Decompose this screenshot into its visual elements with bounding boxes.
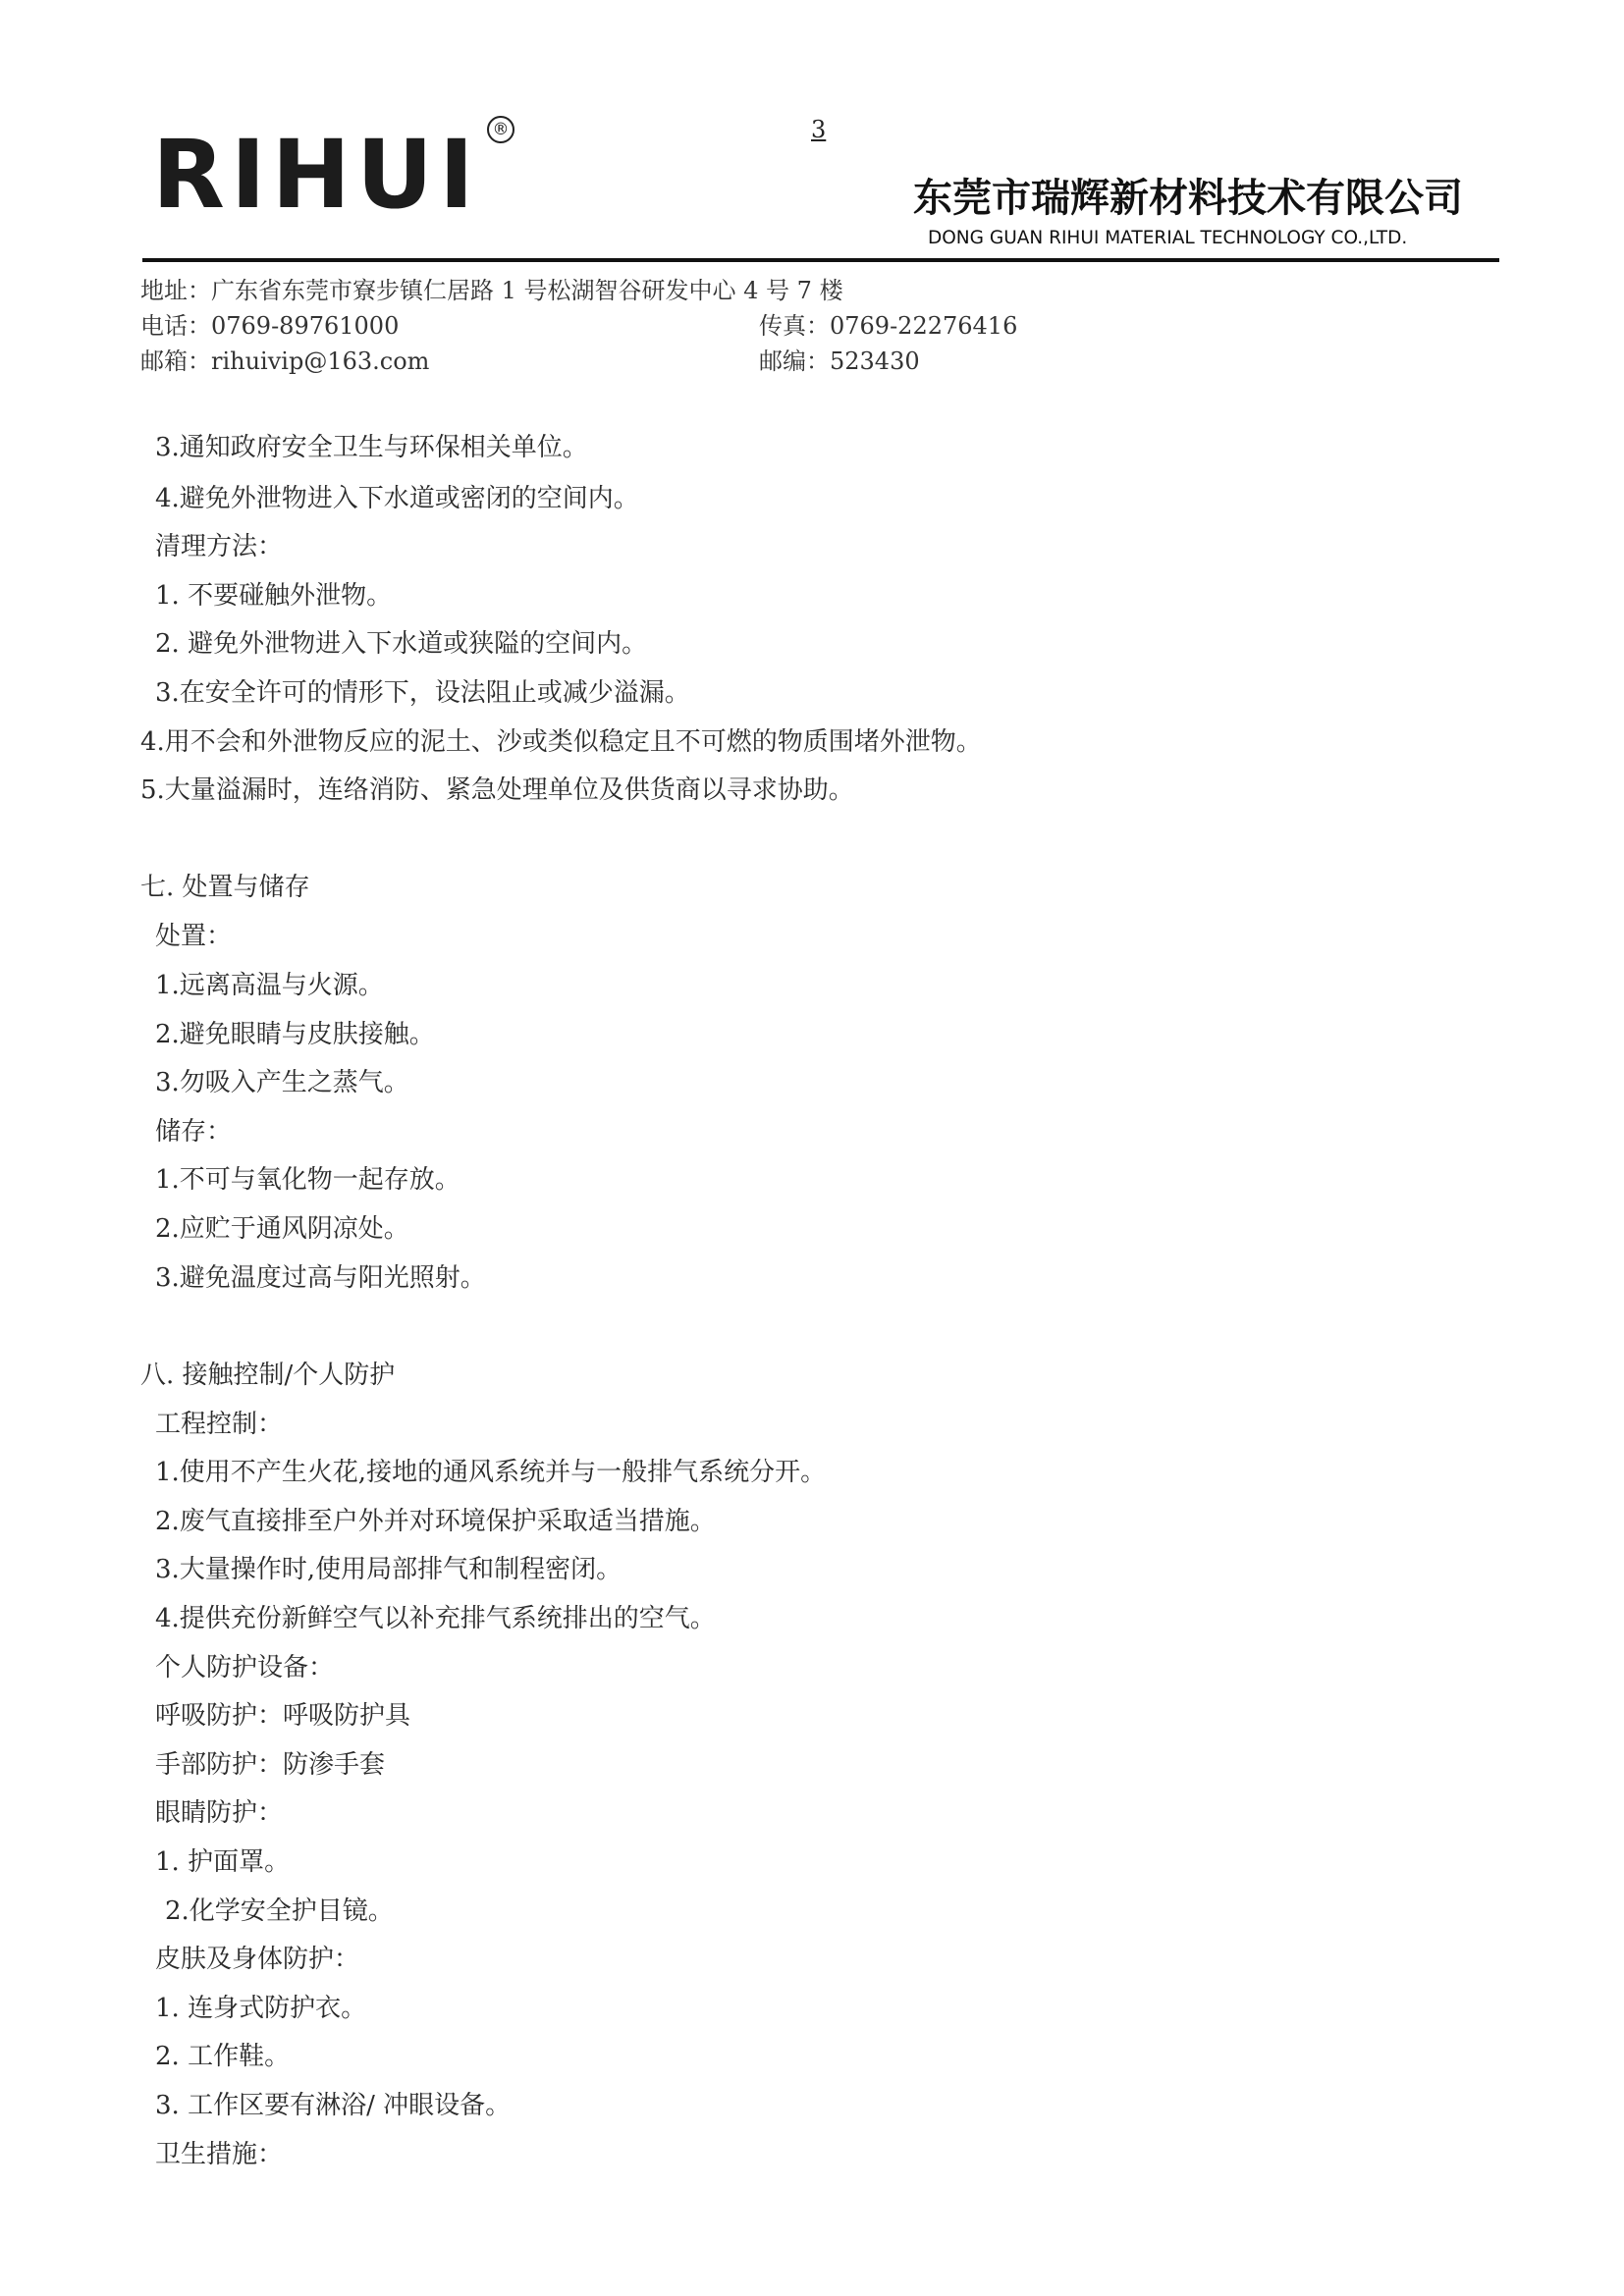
body-line: 3.在安全许可的情形下，设法阻止或减少溢漏。 <box>155 678 690 708</box>
body-line: 2.化学安全护目镜。 <box>165 1896 394 1926</box>
header-divider <box>142 258 1499 262</box>
subheading: 清理方法： <box>155 532 284 561</box>
body-line: 1. 不要碰触外泄物。 <box>155 581 393 611</box>
body-line: 2.避免眼睛与皮肤接触。 <box>155 1020 435 1049</box>
body-line: 4.避免外泄物进入下水道或密闭的空间内。 <box>155 484 639 513</box>
subheading: 储存： <box>155 1117 233 1147</box>
body-line: 1. 护面罩。 <box>155 1847 291 1877</box>
body-line: 3.通知政府安全卫生与环保相关单位。 <box>155 433 588 462</box>
contact-email: 邮箱：rihuivip@163.com <box>140 347 430 375</box>
body-line: 3.大量操作时,使用局部排气和制程密闭。 <box>155 1555 623 1584</box>
page-number: 3 <box>811 116 827 143</box>
registered-mark-icon: ® <box>487 116 514 143</box>
body-line: 手部防护：防渗手套 <box>155 1750 386 1780</box>
body-line: 2.废气直接排至户外并对环境保护采取适当措施。 <box>155 1507 716 1536</box>
body-line: 1.使用不产生火花,接地的通风系统并与一般排气系统分开。 <box>155 1458 827 1487</box>
body-line: 4.提供充份新鲜空气以补充排气系统排出的空气。 <box>155 1604 716 1633</box>
section-heading: 八. 接触控制/个人防护 <box>140 1361 396 1390</box>
subheading: 处置： <box>155 922 233 951</box>
body-line: 2. 避免外泄物进入下水道或狭隘的空间内。 <box>155 629 648 659</box>
subheading: 皮肤及身体防护： <box>155 1945 360 1974</box>
body-line: 2. 工作鞋。 <box>155 2042 291 2071</box>
contact-address: 地址：广东省东莞市寮步镇仁居路 1 号松湖智谷研发中心 4 号 7 楼 <box>140 277 843 304</box>
body-line: 1. 连身式防护衣。 <box>155 1994 367 2023</box>
body-line: 4.用不会和外泄物反应的泥土、沙或类似稳定且不可燃的物质围堵外泄物。 <box>140 727 982 757</box>
body-line: 呼吸防护：呼吸防护具 <box>155 1701 411 1731</box>
body-line: 1.不可与氧化物一起存放。 <box>155 1165 460 1195</box>
contact-phone: 电话：0769-89761000 <box>140 312 400 340</box>
contact-fax: 传真：0769-22276416 <box>759 312 1018 340</box>
subheading: 个人防护设备： <box>155 1653 335 1682</box>
section-heading: 七. 处置与储存 <box>140 873 310 902</box>
subheading: 卫生措施： <box>155 2140 284 2169</box>
body-line: 2.应贮于通风阴凉处。 <box>155 1214 409 1244</box>
body-line: 3.避免温度过高与阳光照射。 <box>155 1263 486 1293</box>
subheading: 工程控制： <box>155 1410 284 1439</box>
contact-postcode: 邮编：523430 <box>759 347 920 375</box>
body-line: 3.勿吸入产生之蒸气。 <box>155 1068 409 1097</box>
body-line: 1.远离高温与火源。 <box>155 971 384 1000</box>
company-name-en: DONG GUAN RIHUI MATERIAL TECHNOLOGY CO.,LTD. <box>928 228 1408 248</box>
subheading: 眼睛防护： <box>155 1798 284 1828</box>
company-logo: RIHUI <box>152 120 480 230</box>
body-line: 3. 工作区要有淋浴/ 冲眼设备。 <box>155 2091 512 2120</box>
company-name-cn: 东莞市瑞辉新材料技术有限公司 <box>913 176 1463 221</box>
body-line: 5.大量溢漏时，连络消防、紧急处理单位及供货商以寻求协助。 <box>140 775 854 805</box>
